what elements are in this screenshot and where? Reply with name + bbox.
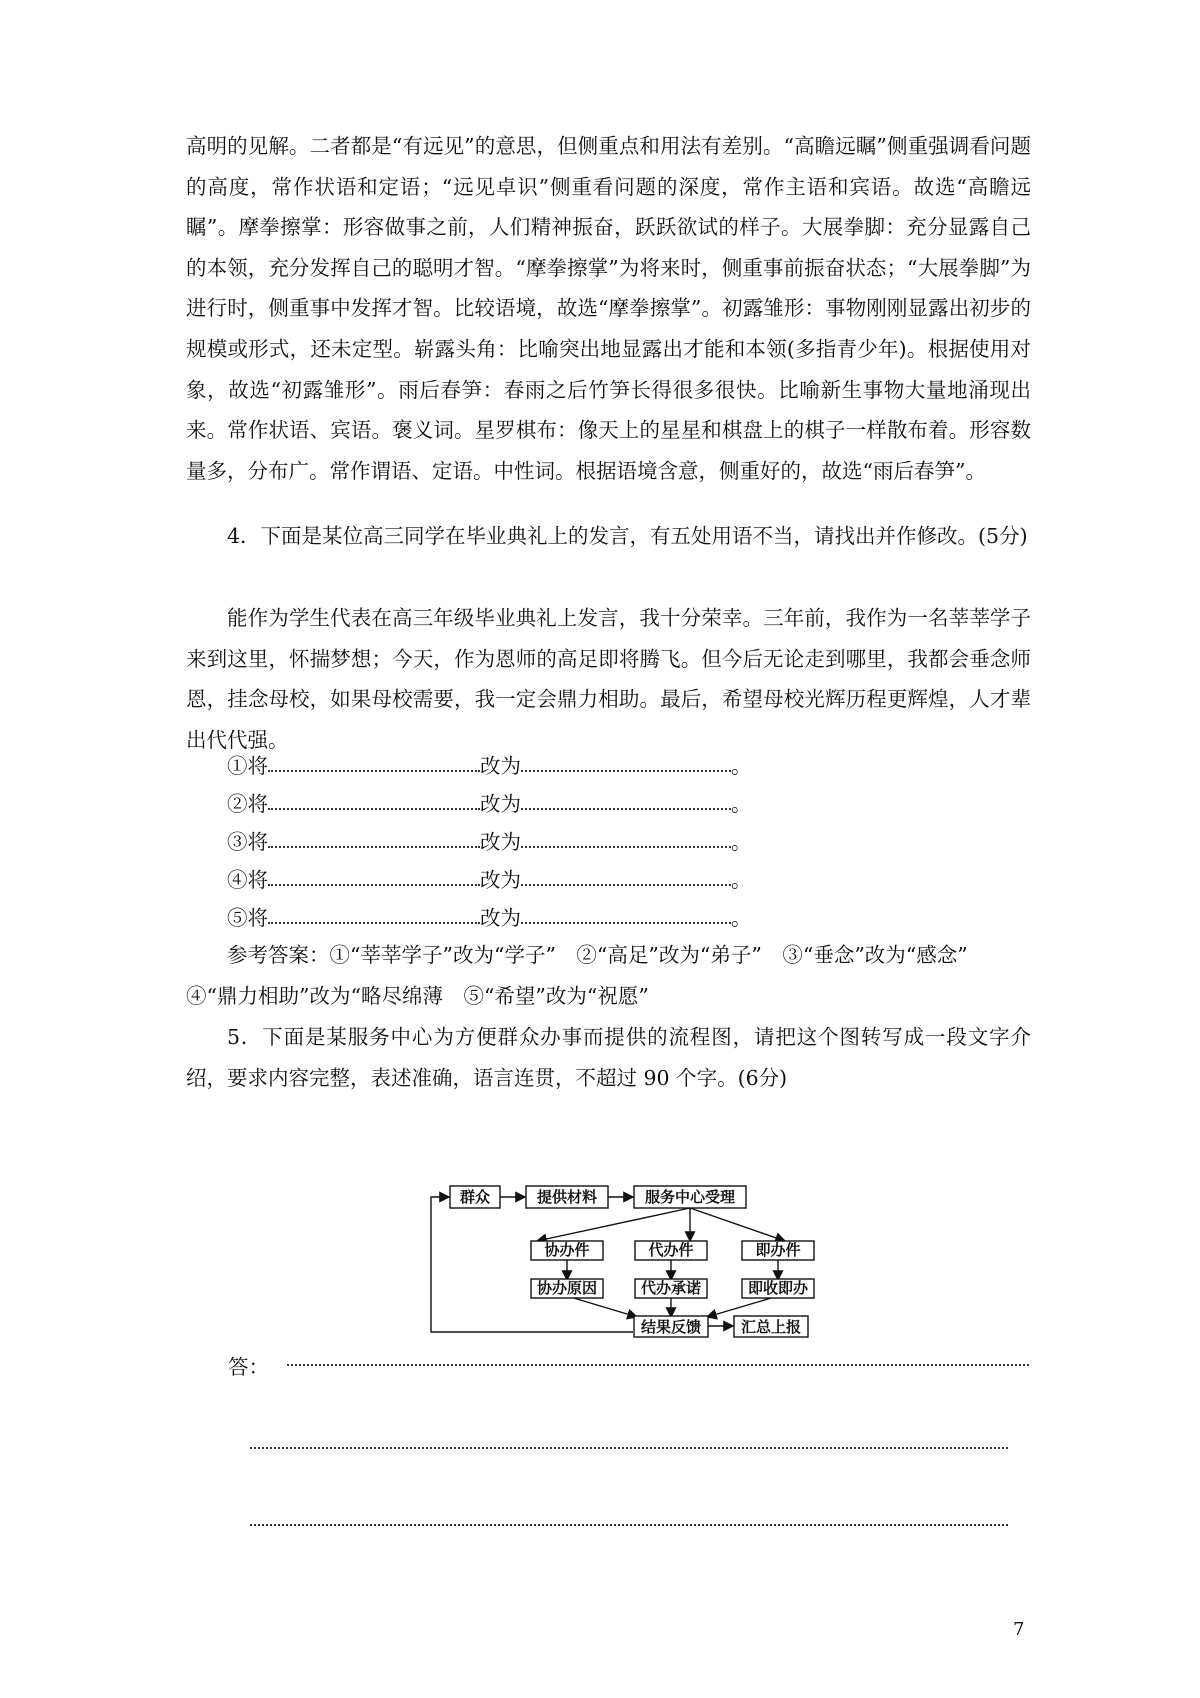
answer-label: 答： xyxy=(228,1355,269,1379)
fill-item-4 xyxy=(227,860,752,900)
answer-line-3[interactable] xyxy=(250,1524,1008,1526)
question-4-prompt: 4．下面是某位高三同学在毕业典礼上的发言，有五处用语不当，请找出并作修改。(5分) xyxy=(227,524,1028,548)
fill-item-mid: 改为 xyxy=(480,754,521,778)
fill-item-end: 。 xyxy=(731,906,752,930)
fill-item-label: ⑤将 xyxy=(227,906,268,930)
flowchart-diagram xyxy=(425,1182,815,1342)
speech-block xyxy=(186,598,1031,760)
fill-item-label: ④将 xyxy=(227,868,268,892)
question-4-block xyxy=(186,516,1031,557)
fill-item-5 xyxy=(227,898,752,938)
label-instant: 即办件 xyxy=(755,1241,801,1259)
label-materials: 提供材料 xyxy=(536,1188,598,1206)
page-number: 7 xyxy=(1013,1619,1025,1640)
fill-item-1 xyxy=(227,746,752,786)
speech-paragraph: 能作为学生代表在高三年级毕业典礼上发言，我十分荣幸。三年前，我作为一名莘莘学子来到这里，怀揣梦想；今天，作为恩师的高足即将腾飞。但今后无论走到哪里，我都会垂念师恩，挂念母校，如果母校需要，我一定会鼎力相助。最后，希望母校光辉历程更辉煌，人才辈出代代强。 xyxy=(186,606,1031,752)
fill-blank-original[interactable] xyxy=(268,898,480,924)
fill-item-3 xyxy=(227,822,752,862)
fill-item-end: 。 xyxy=(731,792,752,816)
arrow-reason-to-feedback xyxy=(567,1296,637,1317)
fill-blank-revised[interactable] xyxy=(521,860,731,886)
fill-item-label: ①将 xyxy=(227,754,268,778)
arrow-feedback-to-masses xyxy=(431,1197,633,1332)
explanation-paragraph: 高明的见解。二者都是“有远见”的意思，但侧重点和用法有差别。“高瞻远瞩”侧重强调看问题的高度，常作状语和定语；“远见卓识”侧重看问题的深度，常作主语和宾语。故选“高瞻远瞩”。摩拳擦掌：形容做事之前，人们精神振奋，跃跃欲试的样子。大展拳脚：充分显露自己的本领，充分发挥自己的聪明才智。“摩拳擦掌”为将来时，侧重事前振奋状态；“大展拳脚”为进行时，侧重事中发挥才智。比较语境，故选“摩拳擦掌”。初露雏形：事物刚刚显露出初步的规模或形式，还未定型。崭露头角：比喻突出地显露出才能和本领(多指青少年)。根据使用对象，故选“初露雏形”。雨后春笋：春雨之后竹笋长得很多很快。比喻新生事物大量地涌现出来。常作状语、宾语。褒义词。星罗棋布：像天上的星星和棋盘上的棋子一样散布着。形容数量多，分布广。常作谓语、定语。中性词。根据语境含意，侧重好的，故选“雨后春笋”。 xyxy=(186,134,1031,483)
fill-item-mid: 改为 xyxy=(480,868,521,892)
fill-item-end: 。 xyxy=(731,754,752,778)
label-report: 汇总上报 xyxy=(740,1318,802,1336)
reference-answer: 参考答案：①“莘莘学子”改为“学子” ②“高足”改为“弟子” ③“垂念”改为“感念” ④“鼎力相助”改为“略尽绵薄 ⑤“希望”改为“祝愿” xyxy=(186,943,989,1008)
label-masses: 群众 xyxy=(459,1188,491,1206)
fill-item-2 xyxy=(227,784,752,824)
explanation-block xyxy=(186,126,1031,491)
fill-blank-revised[interactable] xyxy=(521,746,731,772)
fill-item-end: 。 xyxy=(731,868,752,892)
label-feedback: 结果反馈 xyxy=(640,1318,702,1336)
question-5-prompt: 5．下面是某服务中心为方便群众办事而提供的流程图，请把这个图转写成一段文字介绍，要求内容完整，表述准确，语言连贯，不超过 90 个字。(6分) xyxy=(186,1025,1031,1090)
fill-blank-revised[interactable] xyxy=(521,822,731,848)
fill-item-mid: 改为 xyxy=(480,906,521,930)
fill-blank-revised[interactable] xyxy=(521,898,731,924)
label-accept: 服务中心受理 xyxy=(644,1188,736,1206)
fill-item-end: 。 xyxy=(731,830,752,854)
label-agent-promise: 代办承诺 xyxy=(640,1279,702,1297)
label-agent: 代办件 xyxy=(648,1241,694,1259)
label-assist: 协办件 xyxy=(544,1241,590,1259)
answer-line-1[interactable] xyxy=(287,1364,1029,1366)
reference-answer-block xyxy=(186,935,1031,1016)
fill-item-mid: 改为 xyxy=(480,830,521,854)
arrow-accept-to-instant xyxy=(690,1208,785,1241)
label-instant-handle: 即收即办 xyxy=(747,1279,809,1297)
label-assist-reason: 协办原因 xyxy=(536,1279,598,1297)
fill-blank-original[interactable] xyxy=(268,822,480,848)
fill-blank-original[interactable] xyxy=(268,784,480,810)
fill-item-label: ③将 xyxy=(227,830,268,854)
fill-item-label: ②将 xyxy=(227,792,268,816)
arrow-accept-to-assist xyxy=(537,1208,690,1241)
fill-blank-revised[interactable] xyxy=(521,784,731,810)
arrow-handle-to-feedback xyxy=(707,1296,778,1317)
fill-blank-original[interactable] xyxy=(268,860,480,886)
flowchart xyxy=(425,1182,815,1342)
fill-blank-original[interactable] xyxy=(268,746,480,772)
fill-item-mid: 改为 xyxy=(480,792,521,816)
question-5-block xyxy=(186,1017,1031,1098)
answer-line-2[interactable] xyxy=(250,1447,1008,1449)
